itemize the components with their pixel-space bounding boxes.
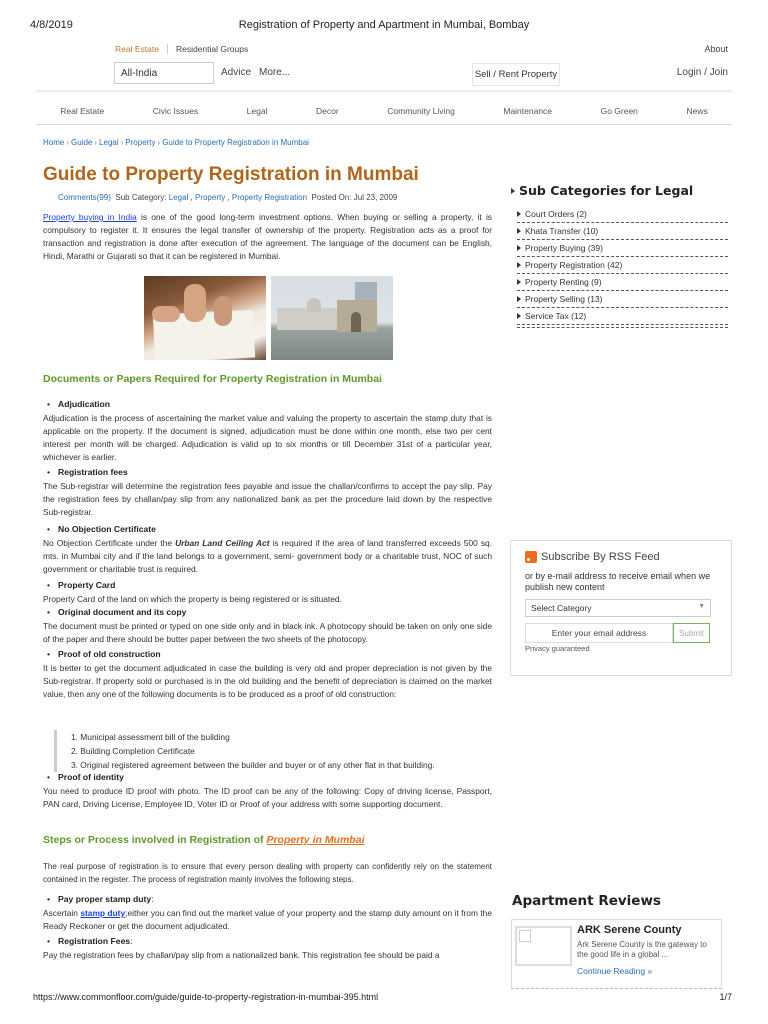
privacy-note: Privacy guaranteed bbox=[525, 644, 590, 653]
noc-text-after: is required if the area of land transferred exceeds 500 sq. mts. in Mumbai city and if the land belongs to a government, semi- government body or a charitable trust, NOC of such government or charitable trust is required. bbox=[43, 538, 492, 574]
doc-title-old-construction: • Proof of old construction bbox=[47, 649, 161, 659]
breadcrumb-home[interactable]: Home bbox=[43, 138, 65, 147]
list-end-divider bbox=[517, 325, 728, 328]
doc-title-proof-of-identity: • Proof of identity bbox=[47, 772, 124, 782]
sub-category-label: Property Registration (42) bbox=[525, 260, 623, 270]
main-nav bbox=[36, 98, 732, 125]
sub-categories-title bbox=[511, 183, 728, 198]
triangle-bullet-icon bbox=[517, 313, 521, 319]
real-estate-link[interactable]: Real Estate bbox=[115, 44, 159, 54]
sub-category-item[interactable] bbox=[517, 274, 728, 291]
triangle-bullet-icon bbox=[517, 211, 521, 217]
advice-link[interactable]: Advice bbox=[221, 67, 252, 78]
print-date: 4/8/2019 bbox=[30, 19, 73, 31]
step-title-text: Registration Fees bbox=[58, 936, 131, 946]
step-text-after: ;either you can find out the market value of your property and the stamp duty amount on it from the Ready Reckoner or get the document adjudicated. bbox=[43, 908, 492, 931]
print-header bbox=[0, 0, 768, 40]
doc-text-old-construction: It is better to get the document adjudicated in case the building is very old and proper depreciation is not given by the Sub-registrar. If property sold or purchased is in the old building and the benefit of depreciation is claimed on the market value, then any one of the following documents is to be produced as a proof of old construction: bbox=[43, 663, 492, 699]
nav-civic-issues[interactable]: Civic Issues bbox=[152, 106, 199, 116]
steps-heading bbox=[43, 834, 364, 846]
noc-text-before: No Objection Certificate under the bbox=[43, 538, 176, 548]
step-text-registration-fees: Pay the registration fees by challan/pay slip from a nationalized bank. This registration fee should be paid a bbox=[43, 950, 440, 960]
intro-paragraph bbox=[43, 211, 492, 263]
breadcrumb-separator: › bbox=[94, 138, 98, 147]
sub-category-property-registration[interactable]: Property Registration bbox=[231, 193, 308, 202]
doc-title-noc: • No Objection Certificate bbox=[47, 524, 156, 534]
sub-category-item[interactable] bbox=[517, 223, 728, 240]
list-item: 3. Original registered agreement between the builder and buyer or of any other flat in that building. bbox=[71, 760, 435, 770]
category-select[interactable] bbox=[525, 599, 711, 617]
nav-news[interactable]: News bbox=[686, 106, 708, 116]
sub-category-property[interactable]: Property bbox=[194, 193, 226, 202]
nav-go-green[interactable]: Go Green bbox=[600, 106, 638, 116]
step-text-before: Ascertain bbox=[43, 908, 81, 918]
review-name[interactable]: ARK Serene County bbox=[577, 924, 682, 936]
stamp-duty-link[interactable]: stamp duty bbox=[80, 908, 126, 918]
property-buying-link[interactable]: Property buying in India bbox=[43, 212, 137, 222]
category-select-value: Select Category bbox=[531, 603, 592, 613]
review-thumbnail-image[interactable] bbox=[515, 926, 572, 966]
nav-decor[interactable]: Decor bbox=[316, 106, 339, 116]
doc-text-proof-of-identity: You need to produce ID proof with photo. The ID proof can be any of the following: Copy of driving license, Passport, PAN card, Driving License, Employee ID, Voter ID or Proof of your address with some supporting document. bbox=[43, 786, 492, 809]
topbar-shadow bbox=[36, 90, 732, 94]
rss-description: or by e-mail address to receive email when we publish new content bbox=[525, 571, 711, 592]
doc-text-noc bbox=[43, 537, 492, 576]
sub-category-label: Khata Transfer (10) bbox=[525, 226, 599, 236]
breadcrumb-separator: › bbox=[120, 138, 124, 147]
rss-feed-icon[interactable] bbox=[525, 551, 537, 563]
old-construction-list bbox=[54, 730, 435, 772]
breadcrumb bbox=[43, 138, 309, 147]
triangle-bullet-icon bbox=[517, 228, 521, 234]
sub-categories-title-text: Sub Categories for Legal bbox=[519, 183, 694, 198]
email-input[interactable]: Enter your email address bbox=[525, 623, 673, 643]
article-images bbox=[144, 276, 393, 360]
list-item: 2. Building Completion Certificate bbox=[71, 746, 195, 756]
divider bbox=[167, 44, 168, 54]
breadcrumb-property[interactable]: Property bbox=[125, 138, 156, 147]
page-number: 1/7 bbox=[719, 992, 732, 1002]
triangle-bullet-icon bbox=[511, 188, 515, 194]
sub-category-item[interactable] bbox=[517, 240, 728, 257]
doc-text-property-card: Property Card of the land on which the property is being registered or is situated. bbox=[43, 594, 342, 604]
sub-category-label: Property Selling (13) bbox=[525, 294, 603, 304]
doc-text-registration-fees: The Sub-registrar will determine the registration fees payable and issue the challan/confirms to accept the pay slip. Pay the registration fees by challan/pay slip from any nationalized bank as per the procedure laid down by the respective Sub-registrar. bbox=[43, 481, 492, 517]
step-text-stamp-duty bbox=[43, 907, 492, 933]
doc-text-adjudication: Adjudication is the process of ascertaining the market value and valuing the property to ascertain the stamp duty that is applicable on the property. If the document is signed, adjudication must be done within one month, else two per cent interest per month will be charged. Adjudication is valid up to six months or till December 31st of a particular year, whichever is earlier. bbox=[43, 413, 492, 462]
city-select[interactable]: All-India bbox=[114, 62, 214, 84]
documents-heading: Documents or Papers Required for Property Registration in Mumbai bbox=[43, 373, 382, 385]
article-meta: Comments(99) Sub Category: Legal , Property , Property Registration Posted On: Jul 23, 2009 bbox=[58, 193, 398, 202]
doc-title-adjudication: • Adjudication bbox=[47, 399, 110, 409]
breadcrumb-separator: › bbox=[157, 138, 161, 147]
step-title-stamp-duty bbox=[47, 894, 154, 904]
about-link[interactable]: About bbox=[704, 44, 728, 54]
nav-real-estate[interactable]: Real Estate bbox=[60, 106, 105, 116]
site-topbar bbox=[0, 40, 768, 92]
triangle-bullet-icon bbox=[517, 245, 521, 251]
print-page-title: Registration of Property and Apartment in Mumbai, Bombay bbox=[238, 19, 530, 31]
breadcrumb-guide[interactable]: Guide bbox=[71, 138, 93, 147]
posted-on: Posted On: Jul 23, 2009 bbox=[311, 193, 398, 202]
sell-rent-property-button[interactable]: Sell / Rent Property bbox=[472, 63, 560, 86]
page-url: https://www.commonfloor.com/guide/guide-to-property-registration-in-mumbai-395.html bbox=[33, 992, 379, 1002]
doc-title-property-card: • Property Card bbox=[47, 580, 115, 590]
email-subscribe-row bbox=[525, 623, 717, 643]
sub-category-item[interactable] bbox=[517, 308, 728, 325]
sub-category-legal[interactable]: Legal bbox=[168, 193, 189, 202]
step-title-suffix: : bbox=[151, 894, 154, 904]
property-in-mumbai-link[interactable]: Property in Mumbai bbox=[266, 834, 365, 846]
sub-category-item[interactable] bbox=[517, 291, 728, 308]
doc-title-registration-fees: • Registration fees bbox=[47, 467, 128, 477]
sub-categories-list bbox=[517, 206, 728, 325]
intro-text: is one of the good long-term investment options. When buying or selling a property, it is compulsory to register it. It ensures the legal transfer of ownership of the property. Registration acts as a proof for transaction and registration is done after execution of the agreement. The language of the document can be English, Hindi, Marathi or Gujarati so that it can be registered in Mumbai. bbox=[43, 212, 492, 261]
rss-title-text[interactable]: Subscribe By RSS Feed bbox=[541, 551, 660, 563]
rss-subscribe-widget bbox=[510, 540, 732, 676]
doc-text-original-document: The document must be printed or typed on one side only and in black ink. A photocopy should be taken on only one side of the paper and there should be butter paper between the two sheets of the photocopy. bbox=[43, 621, 492, 644]
review-description: Ark Serene County is the gateway to the good life in a global ... bbox=[577, 940, 707, 959]
step-title-suffix: : bbox=[130, 936, 133, 946]
sub-category-label: Court Orders (2) bbox=[525, 209, 587, 219]
article-title: Guide to Property Registration in Mumbai bbox=[43, 164, 419, 185]
gateway-of-india-image bbox=[271, 276, 393, 360]
sub-category-label: Sub Category: bbox=[115, 193, 167, 202]
step-title-registration-fees bbox=[47, 936, 133, 946]
doc-title-original-document: • Original document and its copy bbox=[47, 607, 186, 617]
sub-categories-widget bbox=[511, 183, 728, 328]
residential-groups-link[interactable]: Residential Groups bbox=[175, 44, 249, 54]
sub-category-item[interactable] bbox=[517, 206, 728, 223]
sub-category-label: Service Tax (12) bbox=[525, 311, 587, 321]
steps-intro: The real purpose of registration is to ensure that every person dealing with property can confidently rely on the statement contained in the register. The process of registration mainly involves the following steps. bbox=[43, 862, 492, 884]
nav-legal[interactable]: Legal bbox=[246, 106, 268, 116]
chevron-down-icon: ▼ bbox=[698, 603, 705, 610]
step-title-text: Pay proper stamp duty bbox=[58, 894, 152, 904]
breadcrumb-legal[interactable]: Legal bbox=[99, 138, 119, 147]
site-switcher bbox=[115, 44, 248, 54]
breadcrumb-separator: › bbox=[66, 138, 70, 147]
urban-land-ceiling-act: Urban Land Ceiling Act bbox=[175, 538, 270, 548]
rss-title bbox=[525, 551, 717, 563]
comments-link[interactable]: Comments(99) bbox=[58, 193, 111, 202]
list-item: 1. Municipal assessment bill of the building bbox=[71, 732, 230, 742]
breadcrumb-current[interactable]: Guide to Property Registration in Mumbai bbox=[162, 138, 309, 147]
continue-reading-link[interactable]: Continue Reading » bbox=[577, 966, 653, 976]
nav-maintenance[interactable]: Maintenance bbox=[503, 106, 553, 116]
sub-category-item[interactable] bbox=[517, 257, 728, 274]
triangle-bullet-icon bbox=[517, 279, 521, 285]
steps-heading-text: Steps or Process involved in Registration of bbox=[43, 834, 267, 846]
nav-community-living[interactable]: Community Living bbox=[387, 106, 455, 116]
more-link[interactable]: More... bbox=[259, 67, 291, 78]
submit-button[interactable]: Submit bbox=[673, 623, 710, 643]
triangle-bullet-icon bbox=[517, 262, 521, 268]
hands-signing-document-image bbox=[144, 276, 266, 360]
review-card bbox=[511, 919, 722, 989]
sub-category-label: Property Renting (9) bbox=[525, 277, 602, 287]
login-join-link[interactable]: Login / Join bbox=[676, 67, 728, 78]
apartment-reviews-title: Apartment Reviews bbox=[512, 893, 661, 909]
triangle-bullet-icon bbox=[517, 296, 521, 302]
sub-category-label: Property Buying (39) bbox=[525, 243, 603, 253]
